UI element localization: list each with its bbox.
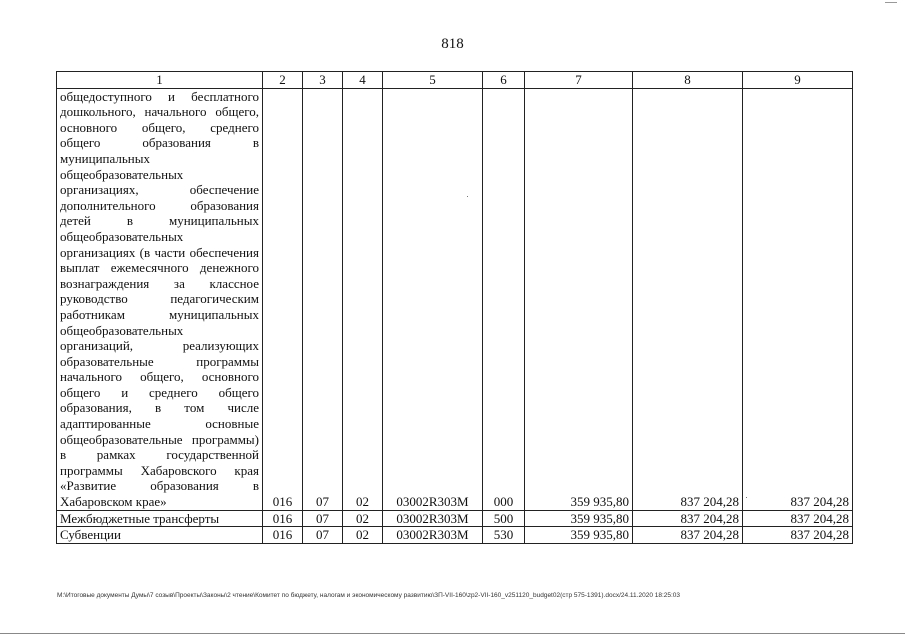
- cell-ministry: 016: [263, 510, 303, 527]
- cell-subsection: 02: [343, 88, 383, 510]
- header-cell: 8: [633, 72, 743, 89]
- header-cell: 6: [483, 72, 525, 89]
- cell-expense-type: 000: [483, 88, 525, 510]
- cell-target-article: 03002R303M: [383, 510, 483, 527]
- cell-ministry: 016: [263, 88, 303, 510]
- cell-ministry: 016: [263, 527, 303, 544]
- page-number: 818: [441, 36, 464, 52]
- cell-amount: 359 935,80: [525, 88, 633, 510]
- header-cell: 9: [743, 72, 853, 89]
- cell-subsection: 02: [343, 510, 383, 527]
- cell-amount: 359 935,80: [525, 527, 633, 544]
- cell-amount: 837 204,28: [743, 510, 853, 527]
- row-description-text: общедоступного и бесплатного дошкольного, начального общего, основного общего, среднего общего образования в муниципальных общеобразовательных организациях, обеспечение дополнительного образования детей в муниципальных общеобразовательных организациях (в части обеспечения выплат ежемесячного денежного вознаграждения за классное руководство педагогическим работникам муниципальных общеобразовательных организаций, реализующих образовательные программы начального общего, основного общего и среднего общего образования, в том числе адаптированные основные общеобразовательные программы) в рамках государственной программы Хабаровского края «Развитие образования в Хабаровском крае»: [60, 88, 259, 510]
- scan-speck: [467, 196, 468, 197]
- cell-amount: 837 204,28: [743, 527, 853, 544]
- bottom-rule: [0, 633, 905, 634]
- cell-amount: 837 204,28: [633, 510, 743, 527]
- cell-section: 07: [303, 88, 343, 510]
- cell-expense-type: 530: [483, 527, 525, 544]
- cell-section: 07: [303, 527, 343, 544]
- cell-subsection: 02: [343, 527, 383, 544]
- cell-expense-type: 500: [483, 510, 525, 527]
- header-cell: 2: [263, 72, 303, 89]
- cell-amount: 837 204,28: [743, 88, 853, 510]
- cell-target-article: 03002R303M: [383, 88, 483, 510]
- table-row: [57, 527, 853, 544]
- scan-speck: [746, 497, 747, 498]
- row-description: [57, 88, 263, 510]
- cell-amount: 837 204,28: [633, 88, 743, 510]
- header-cell: 3: [303, 72, 343, 89]
- table-row: [57, 510, 853, 527]
- budget-table: [56, 71, 853, 544]
- cell-amount: 837 204,28: [633, 527, 743, 544]
- cell-amount: 359 935,80: [525, 510, 633, 527]
- header-cell: 7: [525, 72, 633, 89]
- table-header-row: [57, 72, 853, 89]
- file-path-footer: M:\Итоговые документы Думы\7 созыв\Проекты\Законы\2 чтение\Комитет по бюджету, налогам и экономическому развитию\ЗП-VII-160\zp2-VII-160_v251120_budget02(стр 575-1391).docx/24.11.2020 18:25:03: [57, 592, 681, 599]
- header-cell: 1: [57, 72, 263, 89]
- row-description: Субвенции: [57, 527, 263, 544]
- corner-mark: [885, 2, 897, 3]
- cell-target-article: 03002R303M: [383, 527, 483, 544]
- row-description: Межбюджетные трансферты: [57, 510, 263, 527]
- table-row: [57, 88, 853, 510]
- header-cell: 4: [343, 72, 383, 89]
- header-cell: 5: [383, 72, 483, 89]
- cell-section: 07: [303, 510, 343, 527]
